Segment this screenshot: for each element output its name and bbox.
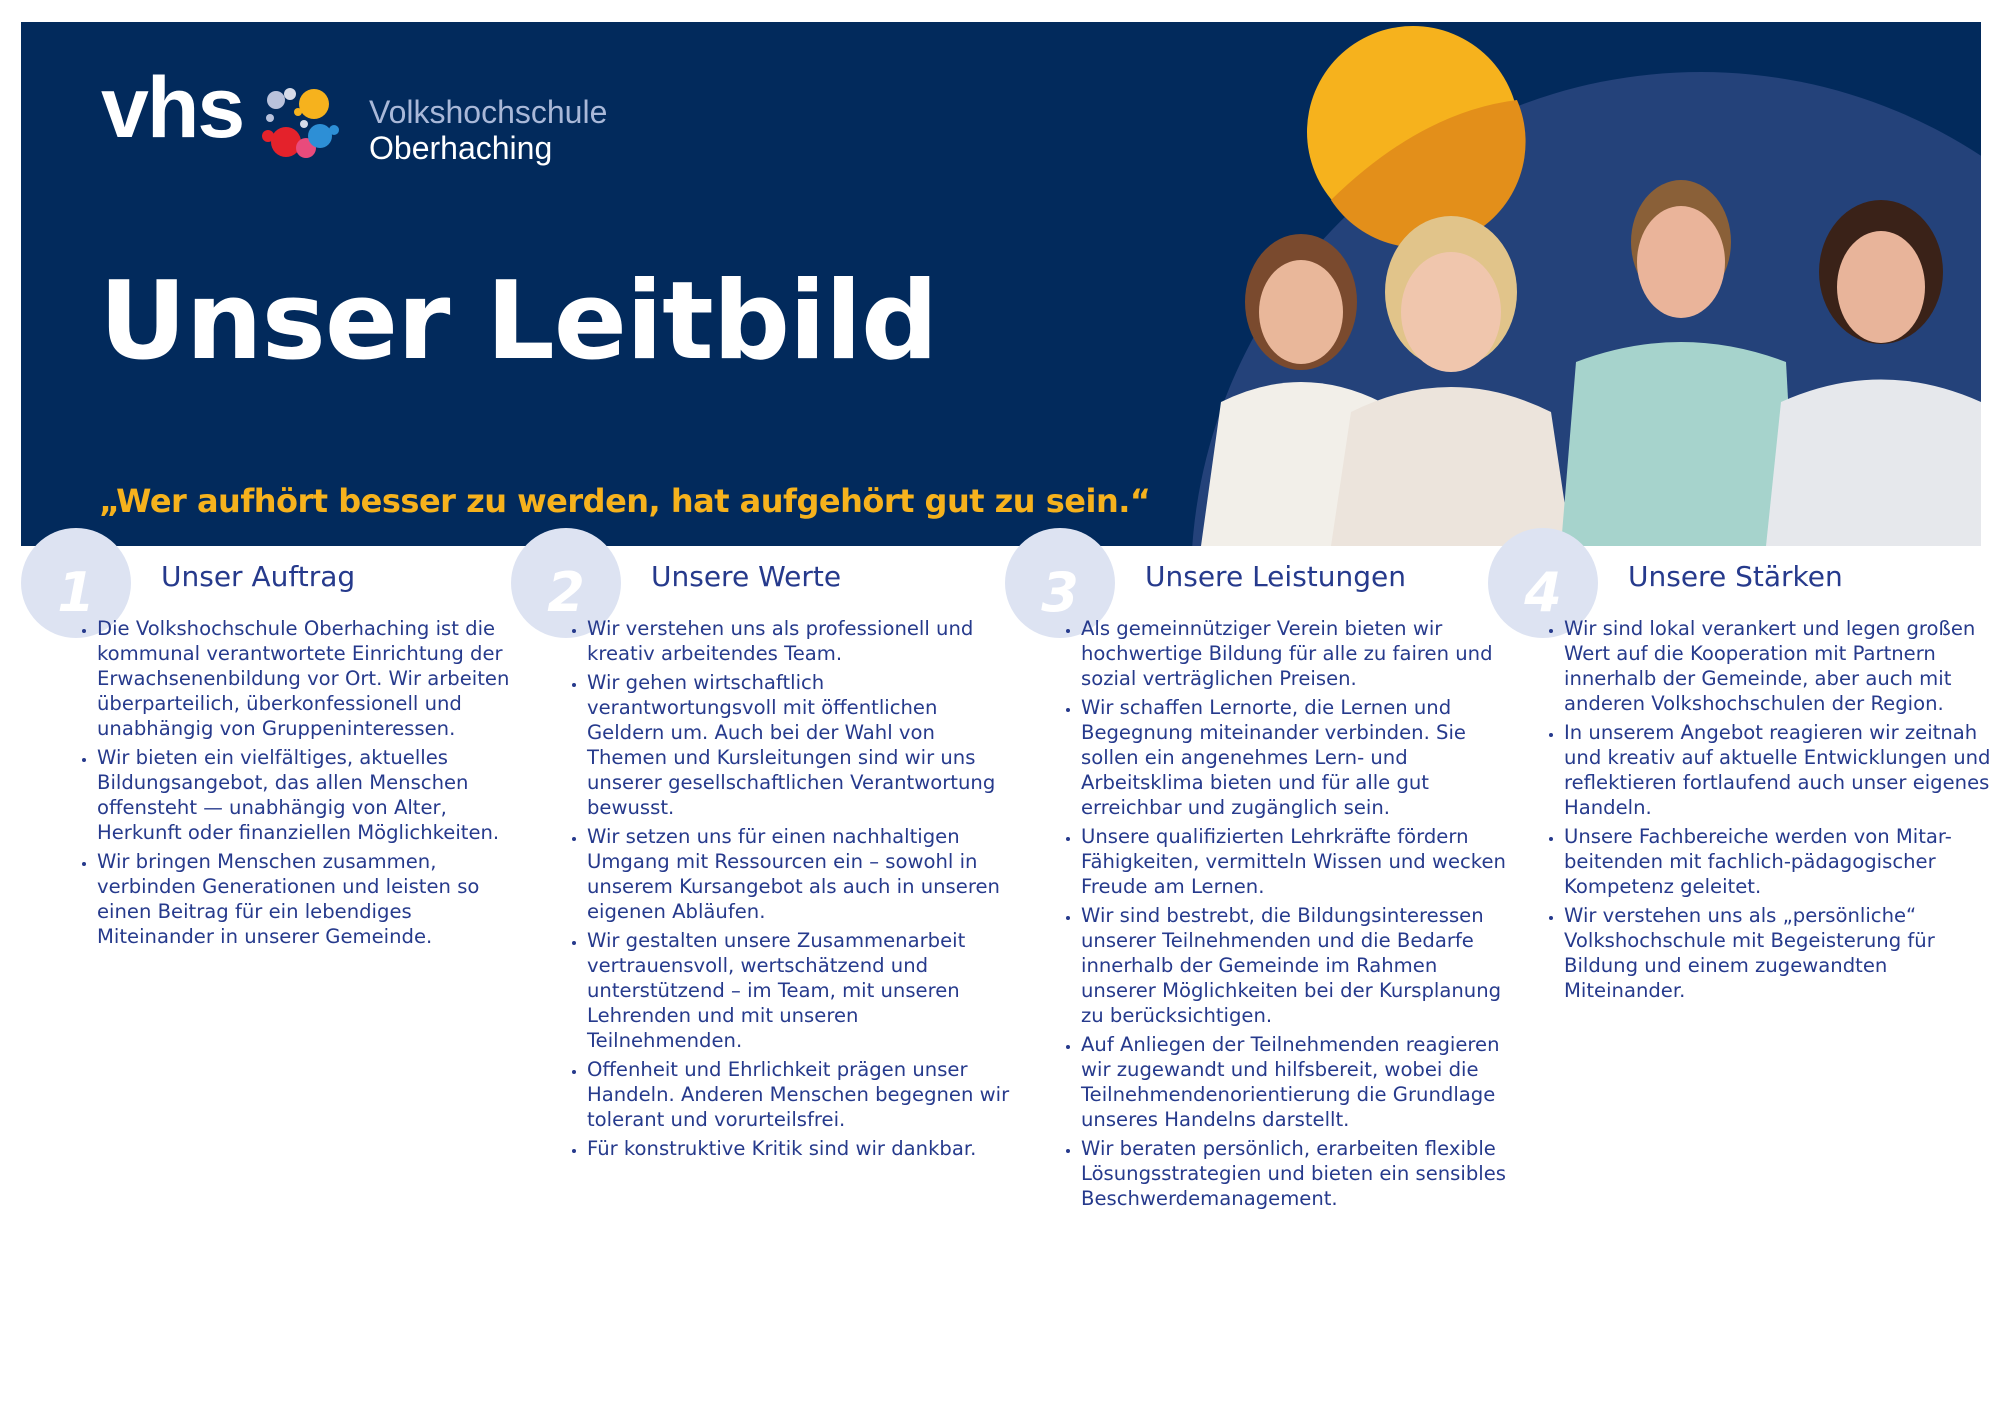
- logo-wordmark: vhs: [101, 60, 244, 156]
- section-heading: Unsere Werte: [651, 560, 842, 593]
- list-item: • Wir setzen uns für einen nachhaltigen Umgang mit Ressourcen ein – sowohl in unserem Kursangebot als auch in unseren eigenen Abläufen.: [587, 824, 1017, 924]
- list-item: • Auf Anliegen der Teilnehmenden reagieren wir zugewandt und hilfsbereit, wobei die Teilnehmendenorientierung die Grundlage unseres Handelns darstellt.: [1081, 1032, 1511, 1132]
- list-item: • Wir schaffen Lernorte, die Lernen und Begegnung miteinander verbinden. Sie sollen ein angenehmes Lern- und Arbeitsklima bieten und für alle gut erreichbar und zugänglich sein.: [1081, 695, 1511, 820]
- list-item: • In unserem Angebot reagieren wir zeitnah und kreativ auf aktuelle Entwicklungen und reflektieren fortlaufend auch unser eigenes Handeln.: [1564, 720, 1994, 820]
- list-item: • Offenheit und Ehrlichkeit prägen unser Handeln. Anderen Menschen begegnen wir tolerant und vorurteilsfrei.: [587, 1057, 1017, 1132]
- logo-text-volkshochschule: Volkshochschule: [369, 94, 608, 130]
- section-list: [77, 616, 527, 953]
- header-banner: [21, 22, 1981, 546]
- page-title: Unser Leitbild: [99, 259, 938, 384]
- team-photo: [1181, 22, 1981, 546]
- section-list: [1061, 616, 1511, 1215]
- list-item: • Wir bieten ein vielfältiges, aktuelles Bildungsangebot, das allen Menschen offensteht — unabhängig von Alter, Herkunft oder finanziellen Möglichkeiten.: [97, 745, 527, 845]
- logo-text-oberhaching: Oberhaching: [369, 130, 553, 166]
- section-number: 4: [1524, 561, 1562, 624]
- list-item: • Wir beraten persönlich, erarbeiten flexible Lösungsstrategien und bieten ein sensibles Beschwerdemanagement.: [1081, 1136, 1511, 1211]
- list-item: • Wir sind lokal verankert und legen großen Wert auf die Kooperation mit Partnern innerhalb der Gemeinde, aber auch mit anderen Volkshochschulen der Region.: [1564, 616, 1994, 716]
- section-list: [567, 616, 1017, 1165]
- list-item: • Als gemeinnütziger Verein bieten wir hochwertige Bildung für alle zu fairen und sozial verträglichen Preisen.: [1081, 616, 1511, 691]
- list-item: • Wir verstehen uns als „persönliche“ Volkshochschule mit Begeisterung für Bildung und einem zugewandten Miteinander.: [1564, 903, 1994, 1003]
- section-number: 2: [547, 561, 585, 624]
- list-item: • Unsere Fachbereiche werden von Mitar-beitenden mit fachlich-pädagogischer Kompetenz geleitet.: [1564, 824, 1994, 899]
- list-item: • Die Volkshochschule Oberhaching ist die kommunal verantwortete Einrichtung der Erwachsenenbildung vor Ort. Wir arbeiten überparteilich, überkonfessionell und unabhängig von Gruppeninteressen.: [97, 616, 527, 741]
- logo-dots-icon: [246, 82, 356, 172]
- section-number: 1: [57, 561, 95, 624]
- section-list: [1544, 616, 1994, 1007]
- list-item: • Wir verstehen uns als professionell und kreativ arbeitendes Team.: [587, 616, 1017, 666]
- section-number: 3: [1041, 561, 1079, 624]
- list-item: • Wir gehen wirtschaftlich verantwortungsvoll mit öffentlichen Geldern um. Auch bei der Wahl von Themen und Kursleitungen sind wir uns unserer gesellschaftlichen Verantwortung bewusst.: [587, 670, 1017, 820]
- section-heading: Unsere Stärken: [1628, 560, 1843, 593]
- list-item: • Für konstruktive Kritik sind wir dankbar.: [587, 1136, 1017, 1161]
- list-item: • Unsere qualifizierten Lehrkräfte fördern Fähigkeiten, vermitteln Wissen und wecken Freude am Lernen.: [1081, 824, 1511, 899]
- list-item: • Wir gestalten unsere Zusammenarbeit vertrauensvoll, wertschätzend und unterstützend – im Team, mit unseren Lehrenden und mit unseren Teilnehmenden.: [587, 928, 1017, 1053]
- list-item: • Wir sind bestrebt, die Bildungsinteressen unserer Teilnehmenden und die Bedarfe innerhalb der Gemeinde im Rahmen unserer Möglichkeiten bei der Kursplanung zu berücksichtigen.: [1081, 903, 1511, 1028]
- motto-quote: „Wer aufhört besser zu werden, hat aufgehört gut zu sein.“: [99, 482, 1151, 520]
- section-heading: Unser Auftrag: [161, 560, 356, 593]
- section-heading: Unsere Leistungen: [1145, 560, 1406, 593]
- list-item: • Wir bringen Menschen zusammen, verbinden Generationen und leisten so einen Beitrag für ein lebendiges Miteinander in unserer Gemeinde.: [97, 849, 527, 949]
